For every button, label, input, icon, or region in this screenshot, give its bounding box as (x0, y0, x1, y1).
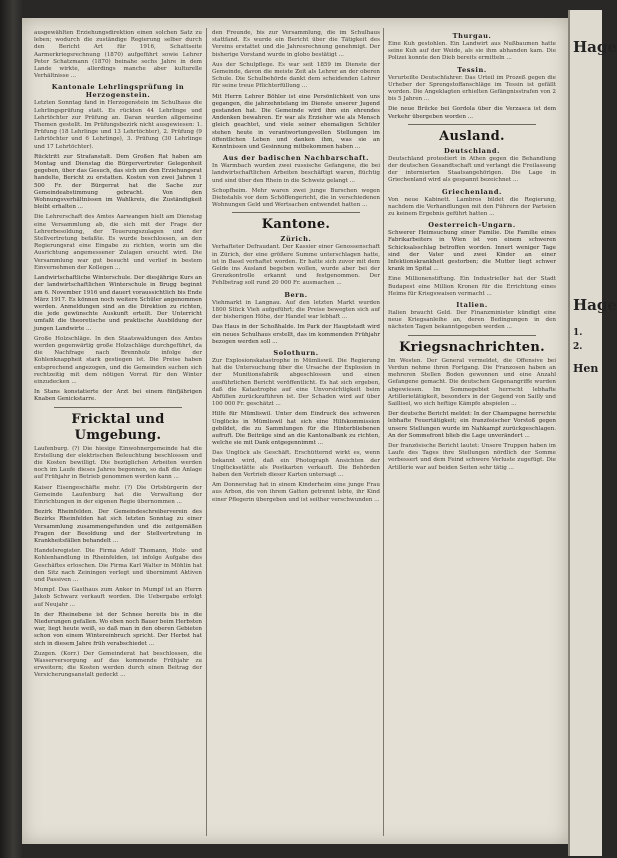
article-text: Mumpf. Das Gasthaus zum Anker in Mumpf ist an Herrn Jakob Schwarz verkauft worden. Die Uebergabe erfolgt auf Neujahr ... (34, 587, 202, 608)
subsection-griechenland: Griechenland. (442, 187, 502, 196)
subsection-oesterreich: Oesterreich-Ungarn. (428, 221, 516, 230)
article-text: Schwerer Heimsuchung einer Familie. Die Familie eines Fabrikarbeiters in Wien ist von einem schweren Schicksalsschlag betroffen worden. Innert weniger Tage sind der Vater und zwei Kinder an einer Infektionskrankheit gestorben; die Mutter liegt schwer krank im Spital ... (388, 230, 556, 273)
edge-word: Hage (573, 38, 617, 56)
article-text: Schopfheim. Mehr waren zwei junge Burschen wegen Diebstahls vor dem Schöffengericht, die in verschiedenen Wohnungen Geld und Wertsachen entwendet hatten ... (212, 187, 380, 209)
article-text: Das Unglück als Geschäft. Erschütternd wirkt es, wenn bekannt wird, daß ein Photograph Ansichten der Unglücksstätte als Postkarten verkauft. Die Behörden haben den Vertrieb dieser Karten untersagt ... (212, 450, 380, 478)
column-rule (206, 28, 207, 836)
edge-number: 2. (573, 342, 583, 352)
article-text: Eine Millionenstiftung. Ein Industrieller hat der Stadt Budapest eine Million Kronen für die Errichtung eines Heims für Kriegswaisen vermacht ... (388, 276, 556, 297)
article-text: Die Lehrerschaft des Amtes Aarwangen hielt am Dienstag eine Versammlung ab, die sich mit der Frage der Lehrerbesoldung, der Teuerungszulagen und der Stellvertretung befaßte. Es wurde beschlossen, an den Regierungsrat eine Eingabe zu richten, worin um die Ausrichtung angemessener Zulagen ersucht wird. Die Versammlung war gut besucht und verlief in bestem Einvernehmen der Kollegen ... (34, 214, 202, 271)
subsection-deutschland: Deutschland. (444, 146, 500, 155)
newspaper-page (22, 18, 568, 844)
article-text: Von neue Kabinett. Lambros bildet die Regierung, nachdem die Verhandlungen mit den Führern der Parteien zu keinem Ergebnis geführt hatten ... (388, 196, 556, 218)
article-text: Die neue Brücke bei Gordola über die Verzasca ist dem Verkehr übergeben worden ... (388, 106, 556, 120)
article-text: Hilfe für Mümliswil. Unter dem Eindruck des schweren Unglücks in Mümliswil hat sich eine Hilfskommission gebildet, die zu Sammlungen für die Hinterbliebenen aufruft. Die Beiträge sind an die Kantonalbank zu richten, welche sie mit Dank entgegennimmt ... (212, 411, 380, 447)
article-text: Kaiser Eisengeschäfte mehr. (?) Die Ortsbürgerin der Gemeinde Laufenburg hat die Verwaltung der Einrichtungen in der eigenen Regie übernommen ... (34, 484, 202, 505)
article-text: Zuzgen. (Korr.) Der Gemeinderat hat beschlossen, die Wasserversorgung auf das kommende Frühjahr zu erweitern; die Kosten werden durch einen Beitrag der Versicherungsanstalt gedeckt ... (34, 650, 202, 679)
section-title-krieg: Kriegsnachrichten. (399, 339, 545, 355)
edge-word: Hage (573, 296, 617, 314)
article-text: Große Holzschläge. In den Staatswaldungen des Amtes werden gegenwärtig große Holzschläge durchgeführt, da die Nachfrage nach Brennholz infolge der Kohlenknappheit stark gestiegen ist. Die Preise haben entsprechend angezogen, und die Gemeinden suchen sich rechtzeitig mit dem nötigen Vorrat für den Winter einzudecken ... (34, 335, 202, 385)
subsection-zuerich: Zürich. (280, 235, 312, 244)
column-middle (212, 30, 380, 836)
article-text: Letzten Sonntag fand in Herzogenstein im Schulhaus die Lehrlingsprüfung statt. Es rückten 44 Lehrlinge und Lehrtöchter zur Prüfung an. Daran wurden allgemeine Themen gestellt. Im Prüfungsbezirk nicht ausgewiesen: 1. Prüfung (18 Lehrlinge und 13 Lehrtöchter), 2. Prüfung (9 Lehrtöchter und 6 Lehrlinge), 3. Prüfung (30 Lehrlinge und 17 Lehrtöchter). (34, 100, 202, 150)
article-text: Eine Kuh gestohlen. Ein Landwirt aus Nußbaumen hatte seine Kuh auf der Weide, als sie ihm abhanden kam. Die Polizei konnte den Dieb bereits ermitteln ... (388, 41, 556, 62)
book-binding (0, 0, 22, 858)
adjacent-page-edge (568, 10, 617, 856)
subsection-bern: Bern. (284, 290, 308, 299)
article-text: Im Westen. Der General vermeldet, die Offensive bei Verdun nehme ihren Fortgang. Die Franzosen haben an mehreren Stellen Boden gewonnen und eine Anzahl Gefangene gemacht. Die deutschen Gegenangriffe wurden abgewiesen. Im Sommegebiet herrscht lebhafte Artillerietätigkeit, besonders in der Gegend von Sailly und Saillisel, wo sich heftige Kämpfe abspielen ... (388, 357, 556, 407)
subsection-italien: Italien. (456, 301, 488, 310)
article-text: Verhafteter Defraudant. Der Kassier einer Genossenschaft in Zürich, der eine größere Summe unterschlagen hatte, ist in Basel verhaftet worden. Er hatte sich zuvor mit dem Gelde ins Ausland begeben wollen, wurde aber bei der Grenzkontrolle erkannt und festgenommen. Der Fehlbetrag soll rund 20 000 Fr. ausmachen ... (212, 244, 380, 287)
divider (54, 407, 182, 408)
edge-number: 1. (573, 328, 583, 338)
article-text: Laufenburg. (?) Die hiesige Einwohnergemeinde hat die Erstellung der elektrischen Beleuchtung beschlossen und die Kosten bewilligt. Die bezüglichen Arbeiten werden noch im Laufe dieses Jahres begonnen, so daß die Anlage auf Frühjahr in Betrieb genommen werden kann ... (34, 445, 202, 481)
article-text: Aus der Schulpflege. Es war seit 1859 im Dienste der Gemeinde, davon die meiste Zeit als Lehrer an der oberen Schule. Die Schulbehörde dankt dem scheidenden Lehrer für seine treue Pflichterfüllung ... (212, 61, 380, 90)
column-left (34, 30, 202, 836)
article-text: Italien braucht Geld. Der Finanzminister kündigt eine neue Kriegsanleihe an, deren Bedingungen in den nächsten Tagen bekanntgegeben werden ... (388, 310, 556, 331)
article-text: In Warmbach wurden zwei russische Gefangene, die bei landwirtschaftlichen Arbeiten beschäftigt waren, flüchtig und sind über den Rhein in die Schweiz gelangt ... (212, 163, 380, 184)
article-text: Mit Herrn Lehrer Böhler ist eine Persönlichkeit von uns gegangen, die jahrzehntelang im Dienste unserer Jugend gestanden hat. Die Gemeinde wird ihm ein ehrendes Andenken bewahren. Er war als Erzieher wie als Mensch gleich geachtet, und viele seiner ehemaligen Schüler stehen heute in verantwortungsvollen Stellungen im öffentlichen Leben und danken ihm, was sie an Kenntnissen und Gesinnung mitbekommen haben ... (212, 93, 380, 151)
article-text: Viehmarkt in Langnau. Auf den letzten Markt wurden 1800 Stück Vieh aufgeführt; die Preise bewegten sich auf der bisherigen Höhe, der Handel war lebhaft ... (212, 299, 380, 321)
section-title-ausland: Ausland. (439, 128, 505, 144)
article-text: Der deutsche Bericht meldet: In der Champagne herrschte lebhafte Feuertätigkeit; ein französischer Vorstoß gegen unsere Stellungen wurde im Nahkampf zurückgeschlagen. An der Sommefront blieb die Lage unverändert ... (388, 411, 556, 439)
article-text: Handelsregister. Die Firma Adolf Thomann, Holz- und Kohlenhandlung in Rheinfelden, ist infolge Aufgabe des Geschäftes erloschen. Die Firma Karl Walter in Möhlin hat den Sitz nach Zeiningen verlegt und übernimmt Aktiven und Passiven ... (34, 548, 202, 583)
article-text: ausgewählten Erziehungsdirektion einen solchen Satz zu leben; wodurch die zuständige Regierung selber durch den Bericht Art für 1916, Schattseite Aarmerkriegsrechnung (1870) aufgeführt sowie Lehrer Peter Schatzmann (1870) beinahe sechs Jahre in dem Lande wirkte, allerdings manche aber kulturelle Verhältnisse ... (34, 30, 202, 80)
column-rule (383, 28, 384, 836)
subsection-solothurn: Solothurn. (273, 348, 319, 357)
section-heading: Kantonale Lehrlingsprüfung in Herzogenstein. (51, 83, 185, 100)
article-text: Landwirtschaftliche Winterschule. Der diesjährige Kurs an der landwirtschaftlichen Winterschule in Brugg beginnt am 6. November 1916 und dauert voraussichtlich bis Ende März 1917. Es können noch weitere Schüler angenommen werden. Anmeldungen sind an die Direktion zu richten, die jede gewünschte Auskunft erteilt. Der Unterricht umfaßt die theoretische und praktische Ausbildung der jungen Landwirte ... (34, 275, 202, 332)
article-text: In der Rheinebene ist der Schnee bereits bis in die Niederungen gefallen. Wo eben noch Bauer beim Herbsten war, liegt heute weiß, so daß man in den oberen Gebieten schon von einem Wintereinbruch spricht. Der Herbst hat sich in diesem Jahre früh verabschiedet ... (34, 611, 203, 647)
article-text: Zur Explosionskatastrophe in Mümliswil. Die Regierung hat die Untersuchung über die Ursache der Explosion in der Munitionsfabrik abgeschlossen und einen ausführlichen Bericht veröffentlicht. Es hat sich ergeben, daß die Katastrophe auf eine Unvorsichtigkeit beim Abfüllen zurückzuführen ist. Der Schaden wird auf über 100 000 Fr. geschätzt ... (212, 357, 380, 408)
section-heading: Aus der badischen Nachbarschaft. (223, 154, 369, 163)
divider (232, 212, 360, 213)
article-text: Am Donnerstag hat in einem Kinderheim eine junge Frau aus Arbon, die von ihrem Gatten getrennt lebte, ihr Kind einer Pflegerin übergeben und ist seither verschwunden ... (212, 482, 380, 503)
article-text: Verurteilte Deutschfahrer. Das Urteil im Prozeß gegen die Urheber der Sprengstoffanschläge im Tessin ist gefällt worden. Die Angeklagten erhielten Gefängnisstrafen von 2 bis 5 Jahren ... (388, 74, 556, 103)
section-title-fricktal: Fricktal und Umgebung. (71, 411, 165, 443)
article-text: Der französische Bericht lautet: Unsere Truppen haben im Laufe des Tages ihre Stellungen nördlich der Somme verbessert und dem Feind schwere Verluste zugefügt. Die Artillerie war auf beiden Seiten sehr tätig ... (388, 442, 556, 471)
divider (408, 335, 536, 336)
edge-word: Hen (573, 362, 599, 375)
subsection-thurgau: Thurgau. (452, 32, 492, 40)
column-right (388, 30, 556, 836)
article-text: den Freunde, bis zur Versammlung, die im Schulhaus stattfand. Es wurde ein Bericht über die Tätigkeit des Vereins erstattet und die Jahresrechnung genehmigt. Der bisherige Vorstand wurde in globo bestätigt ... (212, 30, 380, 58)
subsection-tessin: Tessin. (457, 65, 487, 74)
article-text: Rücktritt zur Strafanstalt. Dem Großen Rat haben am Montag und Dienstag die Bürgervertreter Gelegenheit gegeben, über das Gesuch, das sich um den Erziehungsrat handelte, Bericht zu erstatten. Kosten von zwei Jahren 1 500 Fr. der Bürgerrat hat die Sache zur Gemeindeabstimmung gebracht. Von den Wohnungsverhältnissen im Wahlkreis, die Zuständigkeit bleibt erhalten ... (34, 153, 202, 211)
article-text: Das Haus in der Schoßhalde. Im Park der Hauptstadt wird ein neues Schulhaus erstellt, das im kommenden Frühjahr bezogen werden soll ... (212, 324, 380, 345)
article-text: Bezirk Rheinfelden. Der Gemeindeschreiberverein des Bezirks Rheinfelden hat sich letzten Sonntag zu einer Versammlung zusammengefunden und die zeitgemäßen Fragen der Besoldung und der Stellvertretung in Krankheitsfällen behandelt ... (34, 509, 202, 544)
article-text: Deutschland protestiert in Athen gegen die Behandlung der deutschen Gesandtschaft und verlangt die Freilassung der internierten Staatsangehörigen. Die Lage in Griechenland wird als gespannt bezeichnet ... (388, 155, 556, 184)
divider (408, 124, 536, 125)
article-text: In Stans konstatierte der Arzt bei einem fünfjährigen Knaben Genickstarre. (34, 389, 202, 403)
section-title-kantone: Kantone. (261, 217, 331, 233)
